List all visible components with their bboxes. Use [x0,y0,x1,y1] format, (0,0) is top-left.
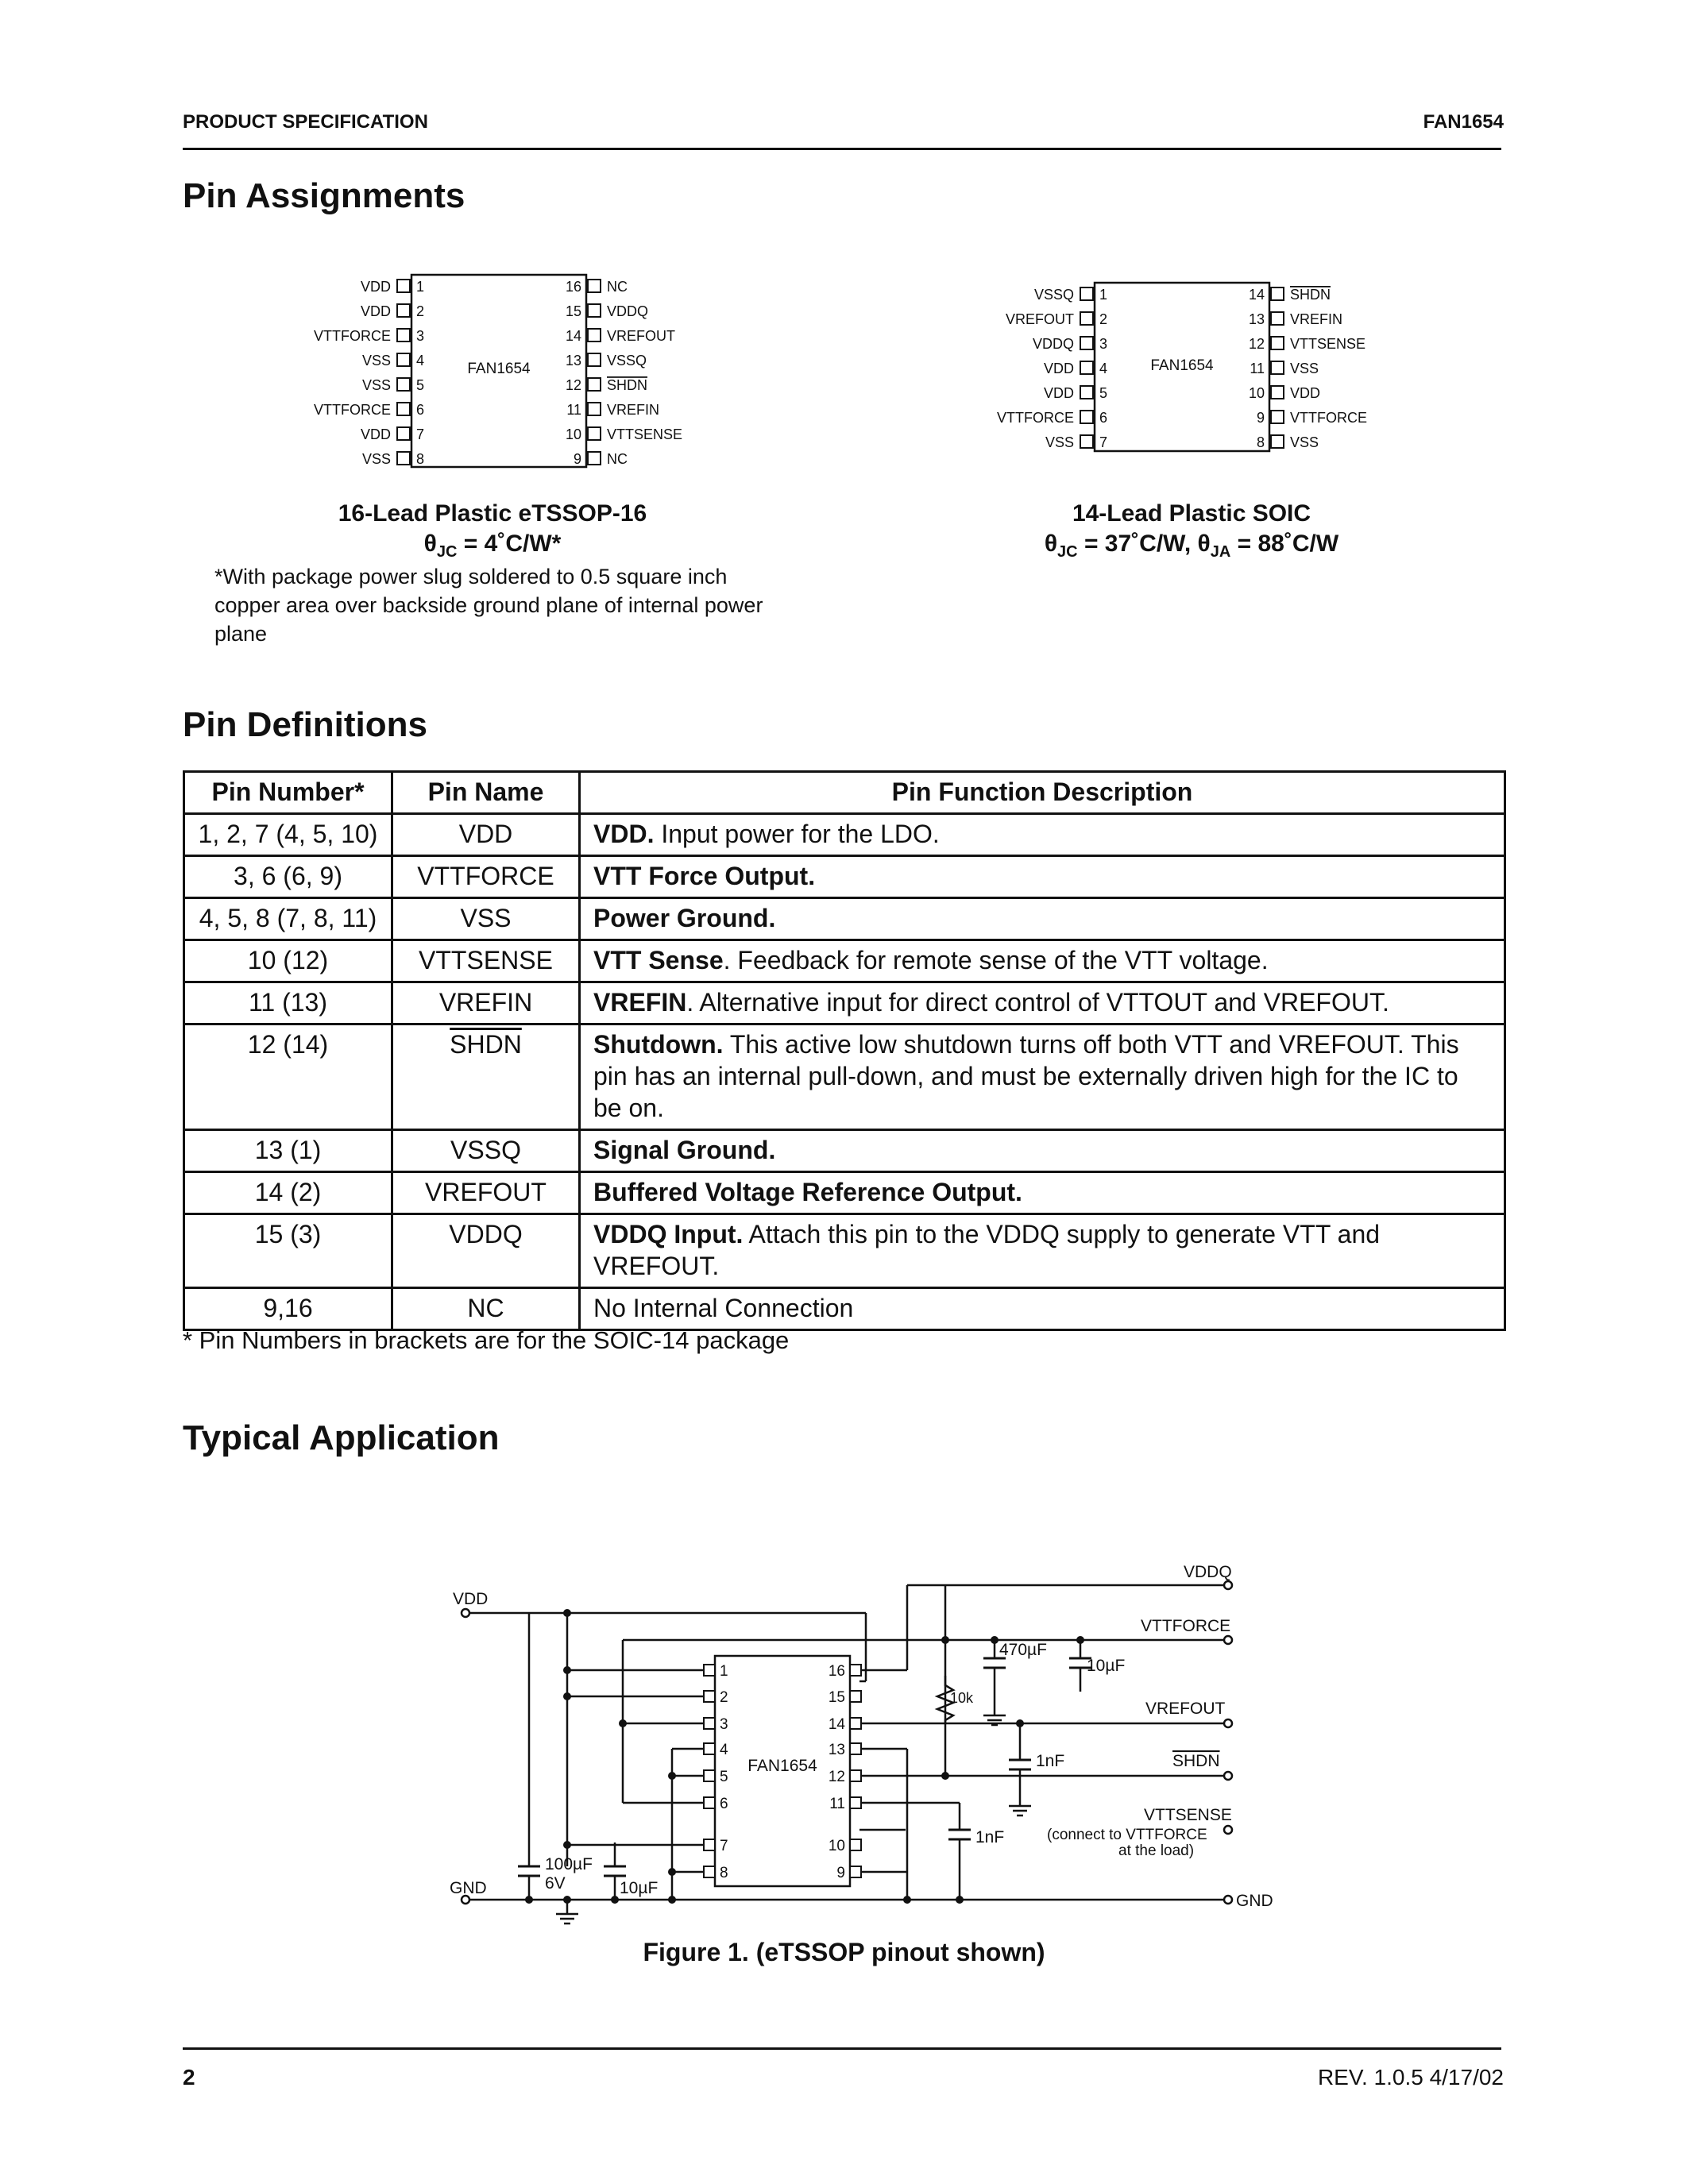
circuit-right-pin-number: 9 [836,1865,845,1881]
soic-right-pin-number: 10 [1248,385,1265,401]
etssop-note: *With package power slug soldered to 0.5 square inch copper area over backside ground plane of internal power plane [214,565,763,646]
soic-left-pin-name: VSS [1045,434,1074,450]
circuit-right-pin-box [850,1691,861,1702]
circuit-left-pin-number: 1 [720,1663,728,1680]
circuit-right-pin-number: 12 [828,1769,845,1785]
etssop-right-pin-name: NC [607,279,628,295]
soic-theta: $\theta_{JC}$ = 37˚C/W, $\theta_{JA}$ = 88˚C/W [1044,531,1339,561]
soic-left-pin-box [1080,287,1093,300]
circuit-left-pin-box [704,1797,715,1808]
soic-left-pin-name: VDD [1043,385,1074,401]
table-row [184,898,1505,940]
etssop-right-pin-number: 12 [565,377,581,393]
circuit-right-pin-box [850,1866,861,1877]
soic-title: 14-Lead Plastic SOIC [1072,500,1311,527]
circuit-label-vttsense-note-1: (connect to VTTFORCE [1047,1827,1207,1843]
description-text: . Alternative input for direct control of VTTOUT and VREFOUT. [686,988,1389,1017]
soic-right-pin-name: VDD [1290,385,1321,401]
circuit-right-pin-number: 15 [828,1689,845,1706]
etssop-right-pin-box [588,280,601,292]
table-row [184,982,1505,1024]
etssop-right-pin-box [588,378,601,391]
circuit-right-pin-box [850,1743,861,1754]
etssop-left-pin-number: 2 [416,303,425,319]
table-header-pin-name: Pin Name [392,772,580,814]
soic-left-pin-number: 2 [1099,311,1108,327]
description-text: No Internal Connection [593,1294,854,1322]
etssop-left-pin-box [397,329,410,341]
soic-right-pin-number: 11 [1250,361,1265,376]
pin-number-cell: 9,16 [184,1288,392,1330]
table-row [184,1214,1505,1288]
soic-right-pin-name: VTTSENSE [1290,336,1366,352]
header-left: PRODUCT SPECIFICATION [183,111,428,133]
description-bold: VDDQ Input. [593,1220,744,1248]
soic-right-pin-box [1271,337,1284,349]
soic-left-pin-name: VREFOUT [1005,311,1074,327]
table-row [184,856,1505,898]
table-header-pin-number: Pin Number* [184,772,392,814]
circuit-right-pin-number: 11 [829,1796,845,1812]
circuit-right-pin-number: 14 [828,1716,845,1733]
typical-application-circuit [429,1557,1273,1938]
figure-caption: Figure 1. (eTSSOP pinout shown) [643,1938,1045,1966]
table-row [184,1130,1505,1172]
soic-right-pin-number: 13 [1248,311,1265,327]
pin-name-cell: VREFIN [438,988,533,1017]
soic-left-pin-number: 3 [1099,336,1108,352]
soic-right-pin-box [1271,411,1284,423]
circuit-label-c100-voltage: 6V [545,1874,566,1893]
pin-name-cell: VSSQ [450,1136,521,1164]
soic-right-pin-number: 14 [1248,287,1265,303]
etssop-left-pin-box [397,452,410,465]
etssop-right-pin-box [588,353,601,366]
etssop-left-pin-number: 6 [416,402,425,418]
circuit-label-vrefout: VREFOUT [1145,1700,1226,1718]
circuit-left-pin-number: 4 [720,1742,728,1758]
etssop-left-pin-box [397,378,410,391]
circuit-left-pin-box [704,1866,715,1877]
table-row [184,814,1505,856]
soic-left-pin-box [1080,312,1093,325]
pin-number-cell: 12 (14) [184,1024,392,1130]
etssop-left-pin-number: 7 [416,426,425,442]
table-footnote: * Pin Numbers in brackets are for the SOIC-14 package [183,1326,790,1354]
circuit-left-pin-number: 5 [720,1769,728,1785]
pin-number-cell: 11 (13) [184,982,392,1024]
etssop-title: 16-Lead Plastic eTSSOP-16 [338,500,647,527]
circuit-left-pin-number: 8 [720,1865,728,1881]
table-header-description: Pin Function Description [580,772,1505,814]
description-text: This active low shutdown turns off both VTT and VREFOUT. This pin has an internal pull-down, and must be externally driven high for the IC to be on. [593,1030,1459,1122]
etssop-chip-label: FAN1654 [467,361,531,377]
etssop-left-pin-name: VTTFORCE [314,328,391,344]
description-bold: Shutdown. [593,1030,724,1059]
etssop-right-pin-box [588,329,601,341]
soic-left-pin-box [1080,435,1093,448]
soic-left-pin-number: 1 [1099,287,1108,303]
description-bold: Power Ground. [593,904,776,932]
etssop-right-pin-name: VREFIN [607,402,660,418]
circuit-right-pin-number: 16 [828,1663,845,1680]
soic-right-pin-name: VSS [1290,361,1319,376]
footer-revision: REV. 1.0.5 4/17/02 [1317,2065,1504,2089]
etssop-theta: $\theta_{JC}$ = 4˚C/W* [423,531,562,561]
circuit-left-pin-number: 6 [720,1796,728,1812]
pin-number-cell: 1, 2, 7 (4, 5, 10) [184,814,392,856]
circuit-chip-label: FAN1654 [747,1757,817,1775]
etssop-right-pin-box [588,427,601,440]
circuit-right-pin-box [850,1839,861,1850]
description-text: . Feedback for remote sense of the VTT voltage. [723,946,1269,974]
pin-name-cell: VTTSENSE [419,946,553,974]
soic-left-pin-number: 4 [1099,361,1108,376]
circuit-left-pin-box [704,1743,715,1754]
circuit-label-c1nf-sense: 1nF [975,1828,1005,1846]
pin-name-cell: VSS [460,904,512,932]
circuit-label-c470: 470µF [999,1641,1047,1659]
soic-right-pin-box [1271,361,1284,374]
description-text: Attach this pin to the VDDQ supply to generate VTT and VREFOUT. [593,1220,1381,1280]
circuit-label-gnd-right: GND [1236,1892,1273,1910]
circuit-left-pin-box [704,1665,715,1676]
etssop-right-pin-number: 14 [565,328,581,344]
circuit-left-pin-box [704,1770,715,1781]
soic-left-pin-name: VDDQ [1032,336,1074,352]
soic-chip-label: FAN1654 [1150,357,1214,374]
circuit-left-pin-number: 2 [720,1689,728,1706]
etssop-right-pin-box [588,304,601,317]
circuit-label-gnd-left: GND [450,1879,487,1897]
etssop-right-pin-number: 10 [565,426,581,442]
soic-left-pin-box [1080,386,1093,399]
description-bold: VTT Force Output. [593,862,816,890]
pin-definitions-table [183,770,1506,1331]
table-row [184,1288,1505,1330]
etssop-left-pin-box [397,427,410,440]
circuit-right-pin-box [850,1797,861,1808]
soic-left-pin-box [1080,411,1093,423]
circuit-label-vttsense-note-2: at the load) [1118,1843,1195,1859]
etssop-left-pin-box [397,304,410,317]
soic-right-pin-box [1271,435,1284,448]
etssop-right-pin-name: VDDQ [607,303,649,319]
etssop-left-pin-name: VDD [360,279,391,295]
etssop-left-pin-number: 8 [416,451,425,467]
header-rule [183,148,1501,150]
circuit-left-pin-number: 3 [720,1716,728,1733]
etssop-left-pin-box [397,403,410,415]
pin-name-cell: SHDN [450,1030,522,1059]
soic-right-pin-box [1271,386,1284,399]
circuit-label-vttforce: VTTFORCE [1141,1617,1231,1635]
soic-right-pin-number: 12 [1248,336,1265,352]
circuit-left-pin-box [704,1839,715,1850]
pin-number-cell: 13 (1) [184,1130,392,1172]
description-bold: VREFIN [593,988,687,1017]
pin-number-cell: 10 (12) [184,940,392,982]
description-bold: VDD. [593,820,655,848]
soic-right-pin-name: SHDN [1290,287,1331,303]
soic-left-pin-box [1080,361,1093,374]
soic-left-pin-number: 6 [1099,410,1108,426]
circuit-left-pin-number: 7 [720,1838,728,1854]
pin-name-cell: VTTFORCE [417,862,554,890]
etssop-right-pin-name: VSSQ [607,353,647,369]
etssop-left-pin-number: 1 [416,279,425,295]
pin-name-cell: NC [467,1294,504,1322]
etssop-pinout-diagram [294,270,707,477]
circuit-right-pin-box [850,1665,861,1676]
description-bold: Signal Ground. [593,1136,776,1164]
pin-number-cell: 15 (3) [184,1214,392,1288]
soic-left-pin-box [1080,337,1093,349]
description-text: Input power for the LDO. [654,820,940,848]
description-bold: VTT Sense [593,946,724,974]
etssop-left-pin-box [397,280,410,292]
circuit-right-pin-box [850,1770,861,1781]
soic-left-pin-name: VSSQ [1033,287,1074,303]
etssop-left-pin-number: 3 [416,328,425,344]
soic-right-pin-name: VSS [1290,434,1319,450]
footer-page-number: 2 [183,2065,195,2089]
soic-right-pin-number: 8 [1256,434,1265,450]
description-bold: Buffered Voltage Reference Output. [593,1178,1022,1206]
etssop-left-pin-name: VDD [360,303,391,319]
table-row [184,1024,1505,1130]
soic-pinout-diagram [977,278,1406,461]
soic-left-pin-name: VTTFORCE [997,410,1074,426]
soic-right-pin-number: 9 [1256,410,1265,426]
etssop-right-pin-number: 11 [566,402,581,418]
soic-right-pin-name: VTTFORCE [1290,410,1367,426]
section-title-typical-application: Typical Application [183,1418,500,1457]
etssop-left-pin-name: VSS [361,451,391,467]
circuit-right-pin-box [850,1718,861,1729]
pin-number-cell: 4, 5, 8 (7, 8, 11) [184,898,392,940]
etssop-right-pin-name: SHDN [607,377,648,393]
etssop-right-pin-name: VTTSENSE [607,426,683,442]
circuit-label-c10-left: 10µF [620,1879,659,1897]
soic-right-pin-name: VREFIN [1290,311,1343,327]
etssop-left-pin-name: VSS [361,353,391,369]
etssop-right-pin-box [588,452,601,465]
circuit-label-c1nf-vref: 1nF [1036,1752,1065,1770]
circuit-left-pin-box [704,1691,715,1702]
etssop-right-pin-number: 16 [565,279,581,295]
table-row [184,940,1505,982]
circuit-label-c100: 100µF [545,1855,593,1873]
circuit-label-shdn: SHDN [1172,1752,1220,1770]
soic-left-pin-name: VDD [1043,361,1074,376]
etssop-left-pin-name: VTTFORCE [314,402,391,418]
etssop-right-pin-number: 9 [573,451,581,467]
etssop-right-pin-number: 15 [565,303,581,319]
circuit-label-c10-right: 10µF [1087,1657,1126,1675]
etssop-right-pin-name: VREFOUT [607,328,676,344]
circuit-label-vddq: VDDQ [1184,1563,1232,1581]
section-title-pin-assignments: Pin Assignments [183,176,465,215]
etssop-left-pin-name: VSS [361,377,391,393]
table-header-row [184,772,1505,814]
pin-name-cell: VDD [458,820,513,848]
circuit-label-r10k: 10k [950,1690,974,1706]
etssop-left-pin-number: 4 [416,353,425,369]
etssop-left-pin-number: 5 [416,377,425,393]
footer-rule [183,2047,1501,2050]
soic-right-pin-box [1271,312,1284,325]
pin-number-cell: 14 (2) [184,1172,392,1214]
etssop-right-pin-number: 13 [565,353,581,369]
pin-name-cell: VREFOUT [425,1178,547,1206]
circuit-label-vdd: VDD [453,1590,489,1608]
pin-number-cell: 3, 6 (6, 9) [184,856,392,898]
etssop-right-pin-box [588,403,601,415]
soic-right-pin-box [1271,287,1284,300]
etssop-left-pin-name: VDD [360,426,391,442]
pin-name-cell: VDDQ [449,1220,523,1248]
circuit-label-vttsense: VTTSENSE [1144,1806,1232,1824]
soic-left-pin-number: 7 [1099,434,1108,450]
section-title-pin-definitions: Pin Definitions [183,705,427,744]
etssop-left-pin-box [397,353,410,366]
soic-left-pin-number: 5 [1099,385,1108,401]
table-row [184,1172,1505,1214]
header-right: FAN1654 [1423,111,1504,133]
circuit-right-pin-number: 10 [828,1838,845,1854]
circuit-right-pin-number: 13 [828,1742,845,1758]
etssop-right-pin-name: NC [607,451,628,467]
circuit-left-pin-box [704,1718,715,1729]
